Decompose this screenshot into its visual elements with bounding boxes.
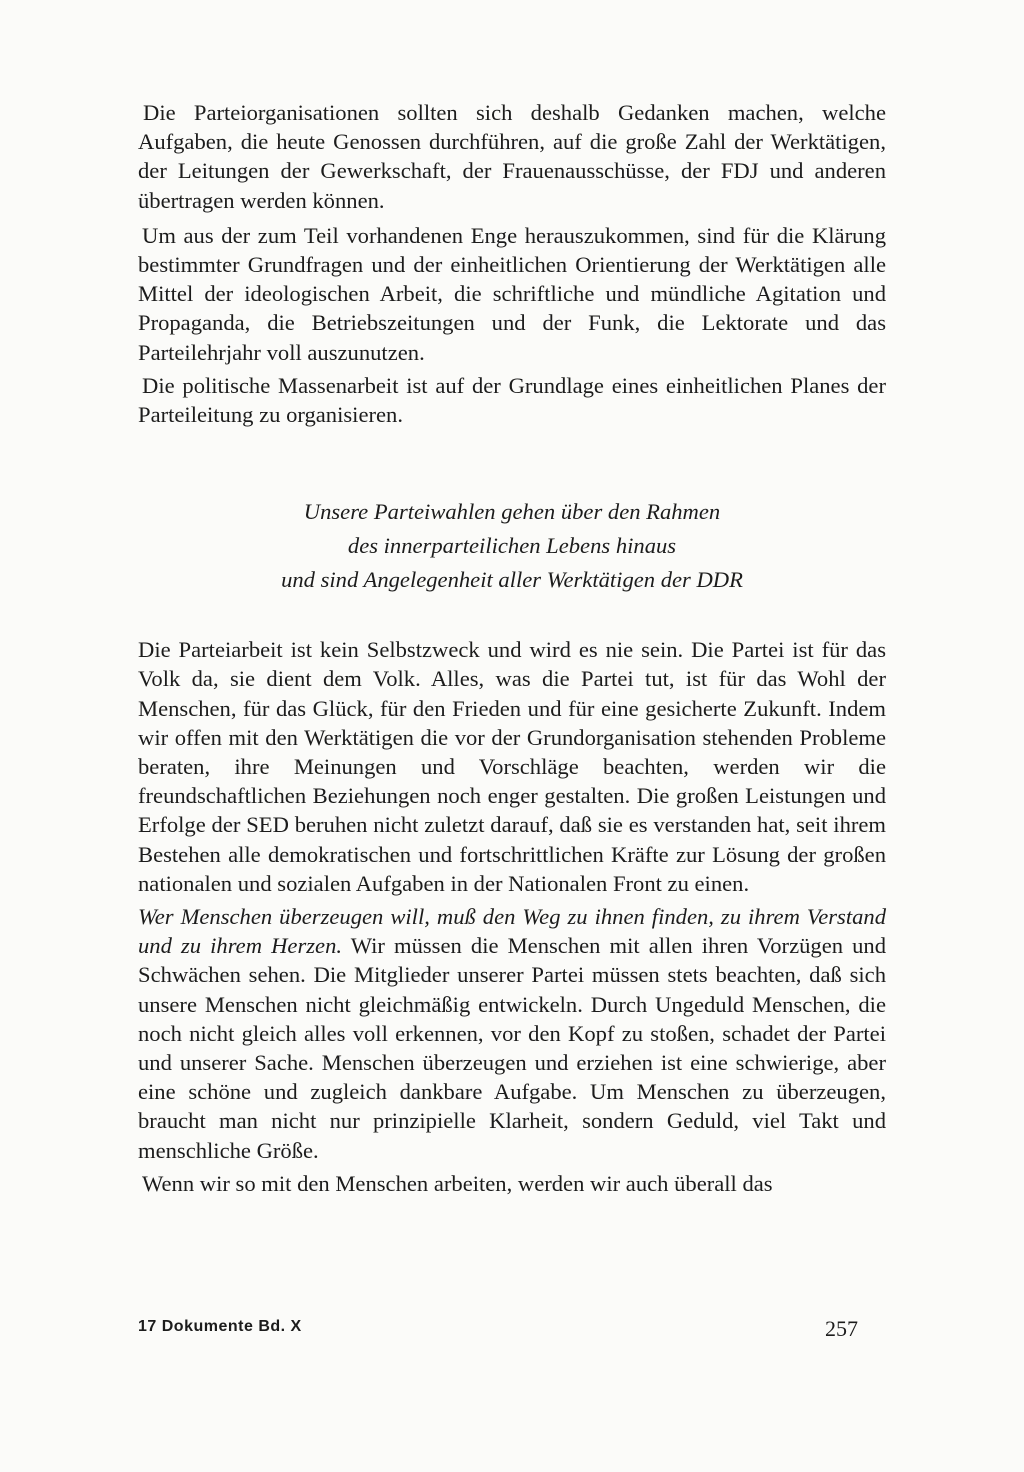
paragraph-3: Die politische Massenarbeit ist auf der Grundlage eines einheitlichen Planes der Parteileitung zu organisieren. — [138, 372, 886, 428]
section-heading — [138, 495, 886, 597]
paragraph-6: Wenn wir so mit den Menschen arbeiten, werden wir auch überall das — [142, 1170, 773, 1196]
footer-signature: 17 Dokumente Bd. X — [138, 1318, 302, 1335]
paragraph-1: Die Parteiorganisationen sollten sich deshalb Gedanken machen, welche Aufgaben, die heute Genossen durchführen, auf die große Zahl der Werktätigen, der Leitungen der Gewerkschaft, der Frauenausschüsse, der FDJ und anderen übertragen werden können. — [138, 100, 886, 213]
paragraph-4: Die Parteiarbeit ist kein Selbstzweck und wird es nie sein. Die Partei ist für das Volk da, sie dient dem Volk. Alles, was die Partei tut, ist für das Wohl der Menschen, für das Glück, für den Frieden und für eine gesicherte Zukunft. Indem wir offen mit den Werktätigen die vor der Grundorganisation stehenden Probleme beraten, ihre Meinungen und Vorschläge beachten, werden wir die freundschaftlichen Beziehungen noch enger gestalten. Die großen Leistungen und Erfolge der SED beruhen nicht zuletzt darauf, daß sie es verstanden hat, seit ihrem Bestehen alle demokratischen und fortschrittlichen Kräfte zur Lösung der großen nationalen und sozialen Aufgaben in der Nationalen Front zu einen. — [138, 637, 886, 896]
section-heading-line-2: des innerparteilichen Lebens hinaus — [347, 533, 677, 559]
page-footer — [138, 1316, 858, 1346]
paragraph-5-italic-lead: Wer Menschen überzeugen will, muß den Weg zu ihnen finden, zu ihrem Verstand und zu ihrem Herzen. — [138, 904, 886, 959]
page-number: 257 — [825, 1316, 858, 1341]
paragraph-5-rest: Wir müssen die Menschen mit allen ihren Vorzügen und Schwächen sehen. Die Mitglieder unserer Partei müssen stets beachten, daß sich unsere Menschen nicht gleichmäßig entwickeln. Durch Ungeduld Menschen, die noch nicht gleich alles voll erkennen, vor den Kopf zu stoßen, schadet der Partei und unserer Sache. Menschen überzeugen und erziehen ist eine schwierige, aber eine schöne und zugleich dankbare Aufgabe. Um Menschen zu überzeugen, braucht man nicht nur prinzipielle Klarheit, sondern Geduld, viel Takt und menschliche Größe. — [138, 933, 886, 1163]
paragraph-5 — [138, 902, 886, 1165]
paragraph-2: Um aus der zum Teil vorhandenen Enge herauszukommen, sind für die Klärung bestimmter Grundfragen und der einheitlichen Orientierung der Werktätigen alle Mittel der ideologischen Arbeit, die schriftliche und mündliche Agitation und Propaganda, die Betriebszeitungen und der Funk, die Lektorate und das Parteilehrjahr voll auszunutzen. — [138, 222, 886, 365]
section-heading-line-1: Unsere Parteiwahlen gehen über den Rahmen — [303, 499, 721, 525]
section-heading-line-3: und sind Angelegenheit aller Werktätigen der DDR — [281, 567, 743, 593]
page-body — [138, 98, 886, 1398]
